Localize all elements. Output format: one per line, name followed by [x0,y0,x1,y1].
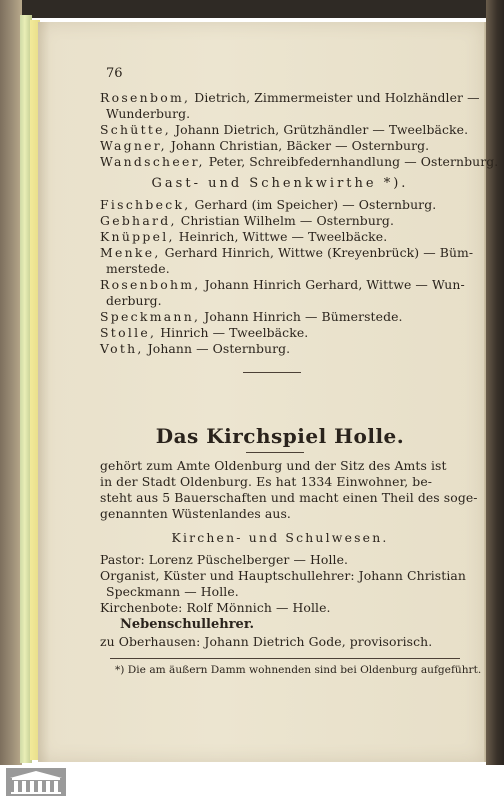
list-item: Rosenbom, Dietrich, Zimmermeister und Holzhändler — [100,90,480,105]
list-item: Knüppel, Heinrich, Wittwe — Tweelbäcke. [100,229,388,244]
book-left-edge [0,0,22,765]
library-building-icon [6,768,66,796]
list-item: Rosenbohm, Johann Hinrich Gerhard, Wittwe — Wun- [100,277,465,292]
page-number: 76 [106,66,123,81]
section-heading-nebenschullehrer: Nebenschullehrer. [120,617,255,632]
list-item: Schütte, Johann Dietrich, Grützhändler — Tweelbäcke. [100,122,469,137]
list-item: Voth, Johann — Osternburg. [100,341,291,356]
list-item-continuation: Wunderburg. [106,106,191,121]
list-item: Gebhard, Christian Wilhelm — Osternburg. [100,213,394,228]
list-item: Wagner, Johann Christian, Bäcker — Osternburg. [100,138,430,153]
scan-right-edge [486,0,504,765]
footer-bar [0,765,504,797]
paragraph-line: in der Stadt Oldenburg. Es hat 1334 Einwohner, be- [100,474,433,489]
parish-title: Das Kirchspiel Holle. [155,424,405,448]
paragraph-line: genannten Wüstenlandes aus. [100,506,291,521]
list-item: Organist, Küster und Hauptschullehrer: Johann Christian [100,568,466,583]
section-heading-gastwirthe: Gast- und Schenkwirthe *). [151,176,409,191]
list-item: Pastor: Lorenz Püschelberger — Holle. [100,552,349,567]
list-item-continuation: Speckmann — Holle. [106,584,239,599]
list-item: Speckmann, Johann Hinrich — Bümerstede. [100,309,403,324]
paragraph-line: gehört zum Amte Oldenburg und der Sitz des Amts ist [100,458,447,473]
list-item: Wandscheer, Peter, Schreibfedernhandlung — Osternburg. [100,154,499,169]
footnote: *) Die am äußern Damm wohnenden sind bei Oldenburg aufgeführt. [115,664,482,676]
list-item-continuation: derburg. [106,293,162,308]
footnote-divider [110,658,460,659]
list-item: Kirchenbote: Rolf Mönnich — Holle. [100,600,331,615]
list-item: Stolle, Hinrich — Tweelbäcke. [100,325,309,340]
paragraph-line: steht aus 5 Bauerschaften und macht einen Theil des soge- [100,490,478,505]
list-item-continuation: merstede. [106,261,170,276]
list-item: Menke, Gerhard Hinrich, Wittwe (Kreyenbrück) — Büm- [100,245,474,260]
section-divider [243,372,301,373]
title-underline [246,452,304,453]
list-item: zu Oberhausen: Johann Dietrich Gode, provisorisch. [100,634,433,649]
section-heading-kirchen: Kirchen- und Schulwesen. [171,530,389,545]
list-item: Fischbeck, Gerhard (im Speicher) — Osternburg. [100,197,437,212]
scan-top-edge [0,0,504,18]
